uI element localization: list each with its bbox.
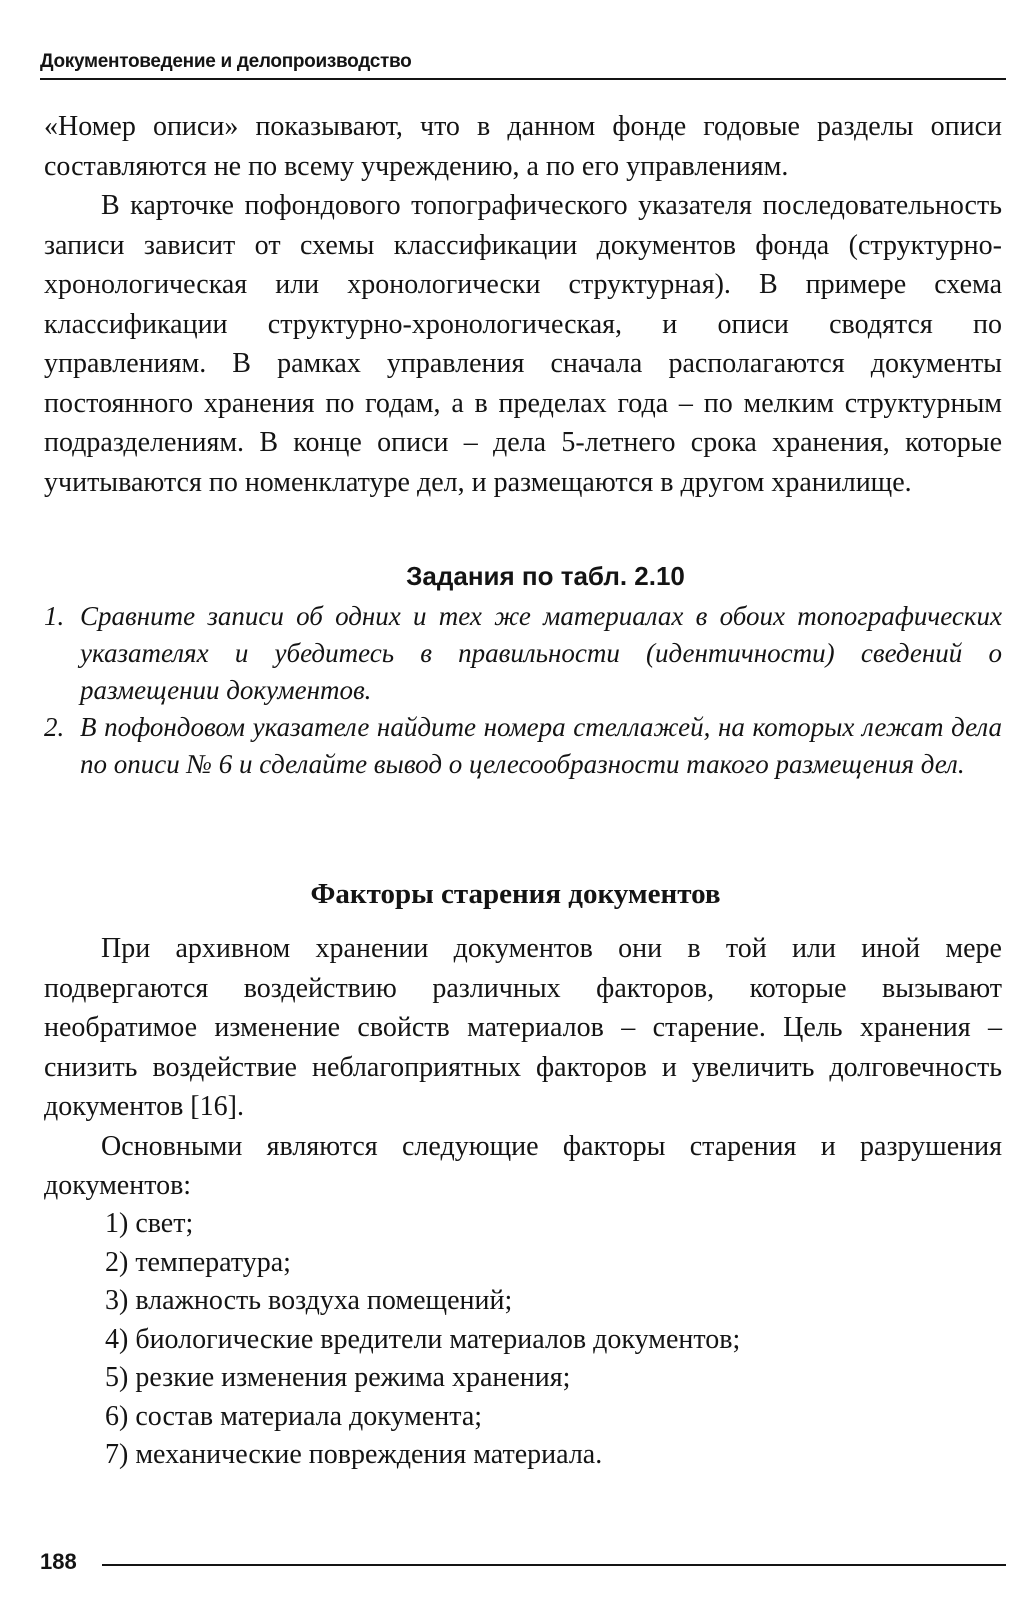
task-item <box>44 709 1002 783</box>
page-footer <box>40 1548 1006 1580</box>
paragraph-continuation: «Номер описи» показывают, что в данном фонде годовые разделы описи составляются не по всему учреждению, а по его управлениям. <box>44 111 1002 182</box>
task-number: 2. <box>44 712 65 742</box>
factor-item: 6) состав материала документа; <box>105 1400 483 1432</box>
factor-item: 7) механические повреждения материала. <box>105 1439 603 1470</box>
factor-item: 3) влажность воздуха помещений; <box>105 1285 513 1316</box>
paragraph-archival-storage: При архивном хранении документов они в той или иной мере подвергаются воздействию различных факторов, которые вызывают необратимое изменение свойств материалов – старение. Цель хранения – снизить воздействие неблагоприятных факторов и увеличить долговечность документов [16]. <box>44 933 1002 1122</box>
aging-text-block <box>44 929 1002 1206</box>
task-text: В пофондовом указателе найдите номера стеллажей, на которых лежат дела по описи № 6 и сделайте вывод о целесообразности такого размещения дел. <box>80 712 1002 779</box>
factor-item: 4) биологические вредители материалов документов; <box>105 1323 741 1355</box>
footer-rule <box>102 1564 1006 1566</box>
running-header: Документоведение и делопроизводство <box>40 51 412 72</box>
factor-list <box>105 1205 985 1475</box>
task-text: Сравните записи об одних и тех же материалах в обоих топографических указателях и убедитесь в правильности (идентичности) сведений о размещении документов. <box>80 601 1002 705</box>
factor-item: 5) резкие изменения режима хранения; <box>105 1362 571 1393</box>
task-item <box>44 598 1002 709</box>
factor-item: 1) свет; <box>105 1208 194 1239</box>
factor-item: 2) температура; <box>105 1246 291 1278</box>
task-list <box>44 598 1002 783</box>
task-number: 1. <box>44 601 65 631</box>
top-text-block <box>44 107 1002 502</box>
aging-factors-heading: Факторы старения документов <box>310 878 721 910</box>
tasks-heading: Задания по табл. 2.10 <box>406 561 685 591</box>
paragraph-main-factors: Основными являются следующие факторы старения и разрушения документов: <box>44 1130 1002 1201</box>
page-number: 188 <box>40 1549 77 1574</box>
paragraph-topographic-index: В карточке пофондового топографического указателя последовательность записи зависит от схемы классификации документов фонда (структурно-хронологическая или хронологически структурная). В примере схема классификации структурно-хронологическая, и описи сводятся по управлениям. В рамках управления сначала располагаются документы постоянного хранения по годам, а в пределах года – по мелким структурным подразделениям. В конце описи – дела 5-летнего срока хранения, которые учитываются по номенклатуре дел, и размещаются в другом хранилище. <box>44 190 1002 498</box>
header-rule <box>40 78 1006 80</box>
